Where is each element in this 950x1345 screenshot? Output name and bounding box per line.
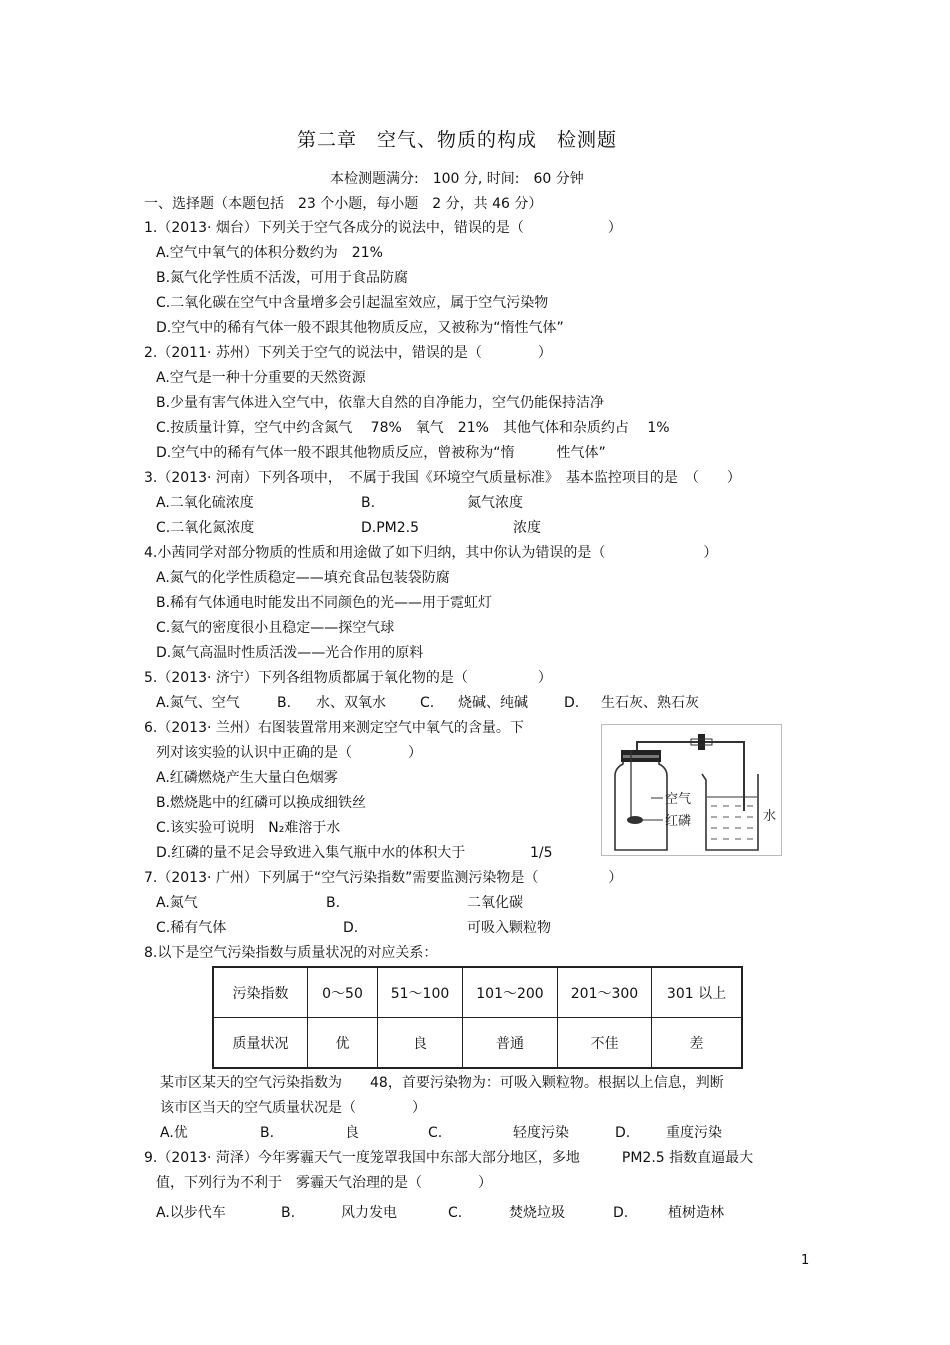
question-7-option-d-text: 可吸入颗粒物 (467, 920, 551, 936)
question-3-option-b-letter: B. (361, 495, 376, 511)
question-6-stem-line1: 6.（2013· 兰州）右图装置常用来测定空气中氧气的含量。下 (144, 720, 524, 736)
question-5-option-b-letter: B. (277, 695, 292, 711)
question-9-option-d-letter: D. (613, 1205, 629, 1221)
question-6-option-c: C.该实验可说明 N₂难溶于水 (156, 820, 341, 836)
question-7-option-c: C.稀有气体 (156, 920, 227, 936)
question-1-option-d: D.空气中的稀有气体一般不跟其他物质反应，又被称为“惰性气体” (156, 320, 564, 336)
question-7-option-b-letter: B. (326, 895, 341, 911)
pollution-index-table (212, 966, 743, 1069)
question-6-option-a: A.红磷燃烧产生大量白色烟雾 (156, 770, 338, 786)
question-1-option-c: C.二氧化碳在空气中含量增多会引起温室效应，属于空气污染物 (156, 295, 549, 311)
question-3-option-c: C.二氧化氮浓度 (156, 520, 255, 536)
question-3-option-d-text: 浓度 (513, 520, 541, 536)
question-5-option-c-letter: C. (420, 695, 435, 711)
table-cell: 301 以上 (652, 967, 743, 1018)
table-cell: 201～300 (558, 967, 652, 1018)
question-3-option-b-text: 氮气浓度 (467, 495, 523, 511)
figure-label-air: 空气 (665, 792, 692, 807)
question-3-stem: 3.（2013· 河南）下列各项中， 不属于我国《环境空气质量标准》 基本监控项目的是 （ ） (144, 470, 741, 486)
table-cell: 质量状况 (213, 1018, 308, 1069)
question-2-option-c: C.按质量计算，空气中约含氮气 78% 氧气 21% 其他气体和杂质约占 1% (156, 420, 670, 436)
table-cell: 0～50 (308, 967, 378, 1018)
question-1-option-a: A.空气中氧气的体积分数约为 21% (156, 245, 383, 261)
question-9-option-b-letter: B. (281, 1205, 296, 1221)
question-4-stem: 4.小茜同学对部分物质的性质和用途做了如下归纳，其中你认为错误的是（ ） (144, 545, 718, 561)
question-5-stem: 5.（2013· 济宁）下列各组物质都属于氧化物的是（ ） (144, 670, 552, 686)
question-6-option-b: B.燃烧匙中的红磷可以换成细铁丝 (156, 795, 367, 811)
question-3-option-d-letter: D.PM2.5 (361, 520, 420, 536)
exam-info: 本检测题满分: 100 分, 时间: 60 分钟 (330, 171, 584, 187)
question-6-option-d-fraction: 1/5 (530, 845, 553, 861)
question-3-option-a: A.二氧化硫浓度 (156, 495, 254, 511)
question-9-option-a: A.以步代车 (156, 1205, 226, 1221)
question-9-option-d-text: 植树造林 (668, 1205, 724, 1221)
question-8-option-c-text: 轻度污染 (513, 1125, 569, 1141)
oxygen-experiment-figure (601, 724, 782, 856)
question-9-option-c-letter: C. (448, 1205, 463, 1221)
question-2-option-a: A.空气是一种十分重要的天然资源 (156, 370, 366, 386)
section-heading: 一、选择题（本题包括 23 个小题，每小题 2 分，共 46 分） (144, 196, 543, 212)
question-7-option-d-letter: D. (343, 920, 359, 936)
question-5-option-d-letter: D. (564, 695, 580, 711)
table-cell: 差 (652, 1018, 743, 1069)
question-2-option-d: D.空气中的稀有气体一般不跟其他物质反应，曾被称为“惰 性气体” (156, 445, 606, 461)
question-8-option-b-letter: B. (260, 1125, 275, 1141)
question-5-option-b-text: 水、双氧水 (316, 695, 386, 711)
question-8-option-c-letter: C. (428, 1125, 443, 1141)
figure-label-phosphorus: 红磷 (665, 814, 692, 829)
question-9-stem-line1: 9.（2013· 菏泽）今年雾霾天气一度笼罩我国中东部大部分地区，多地 PM2.5 指数直逼最大 (144, 1150, 754, 1166)
question-4-option-a: A.氮气的化学性质稳定——填充食品包装袋防腐 (156, 570, 450, 586)
question-9-option-c-text: 焚烧垃圾 (509, 1205, 565, 1221)
question-8-text-line1: 某市区某天的空气污染指数为 48，首要污染物为：可吸入颗粒物。根据以上信息，判断 (160, 1075, 724, 1091)
question-9-stem-line2: 值，下列行为不利于 雾霾天气治理的是（ ） (156, 1175, 492, 1191)
question-7-option-a: A.氮气 (156, 895, 198, 911)
question-8-text-line2: 该市区当天的空气质量状况是（ ） (160, 1100, 426, 1116)
question-4-option-d: D.氮气高温时性质活泼——光合作用的原料 (156, 645, 424, 661)
table-cell: 污染指数 (213, 967, 308, 1018)
question-8-option-a: A.优 (160, 1125, 188, 1141)
figure-label-water: 水 (763, 809, 777, 824)
page-number: 1 (801, 1253, 810, 1268)
question-8-stem: 8.以下是空气污染指数与质量状况的对应关系： (144, 945, 438, 961)
question-7-option-b-text: 二氧化碳 (467, 895, 523, 911)
question-8-option-d-letter: D. (615, 1125, 631, 1141)
question-5-option-a: A.氮气、空气 (156, 695, 240, 711)
question-1-stem: 1.（2013· 烟台）下列关于空气各成分的说法中，错误的是（ ） (144, 220, 622, 236)
question-6-option-d: D.红磷的量不足会导致进入集气瓶中水的体积大于 (156, 845, 466, 861)
table-cell: 良 (378, 1018, 463, 1069)
table-cell: 51～100 (378, 967, 463, 1018)
question-1-option-b: B.氮气化学性质不活泼，可用于食品防腐 (156, 270, 409, 286)
table-cell: 优 (308, 1018, 378, 1069)
question-9-option-b-text: 风力发电 (341, 1205, 397, 1221)
question-4-option-b: B.稀有气体通电时能发出不同颜色的光——用于霓虹灯 (156, 595, 493, 611)
question-8-option-d-text: 重度污染 (666, 1125, 722, 1141)
question-6-stem-line2: 列对该实验的认识中正确的是（ ） (156, 745, 422, 761)
question-8-option-b-text: 良 (345, 1125, 359, 1141)
question-7-stem: 7.（2013· 广州）下列属于“空气污染指数”需要监测污染物是（ ） (144, 870, 623, 886)
question-2-option-b: B.少量有害气体进入空气中，依靠大自然的自净能力，空气仍能保持洁净 (156, 395, 605, 411)
question-2-stem: 2.（2011· 苏州）下列关于空气的说法中，错误的是（ ） (144, 345, 552, 361)
question-4-option-c: C.氦气的密度很小且稳定——探空气球 (156, 620, 395, 636)
table-row (213, 967, 742, 1018)
table-cell: 不佳 (558, 1018, 652, 1069)
page-title: 第二章 空气、物质的构成 检测题 (297, 129, 618, 151)
table-cell: 101～200 (463, 967, 558, 1018)
question-5-option-c-text: 烧碱、纯碱 (458, 695, 528, 711)
table-row (213, 1018, 742, 1069)
table-cell: 普通 (463, 1018, 558, 1069)
question-5-option-d-text: 生石灰、熟石灰 (601, 695, 699, 711)
